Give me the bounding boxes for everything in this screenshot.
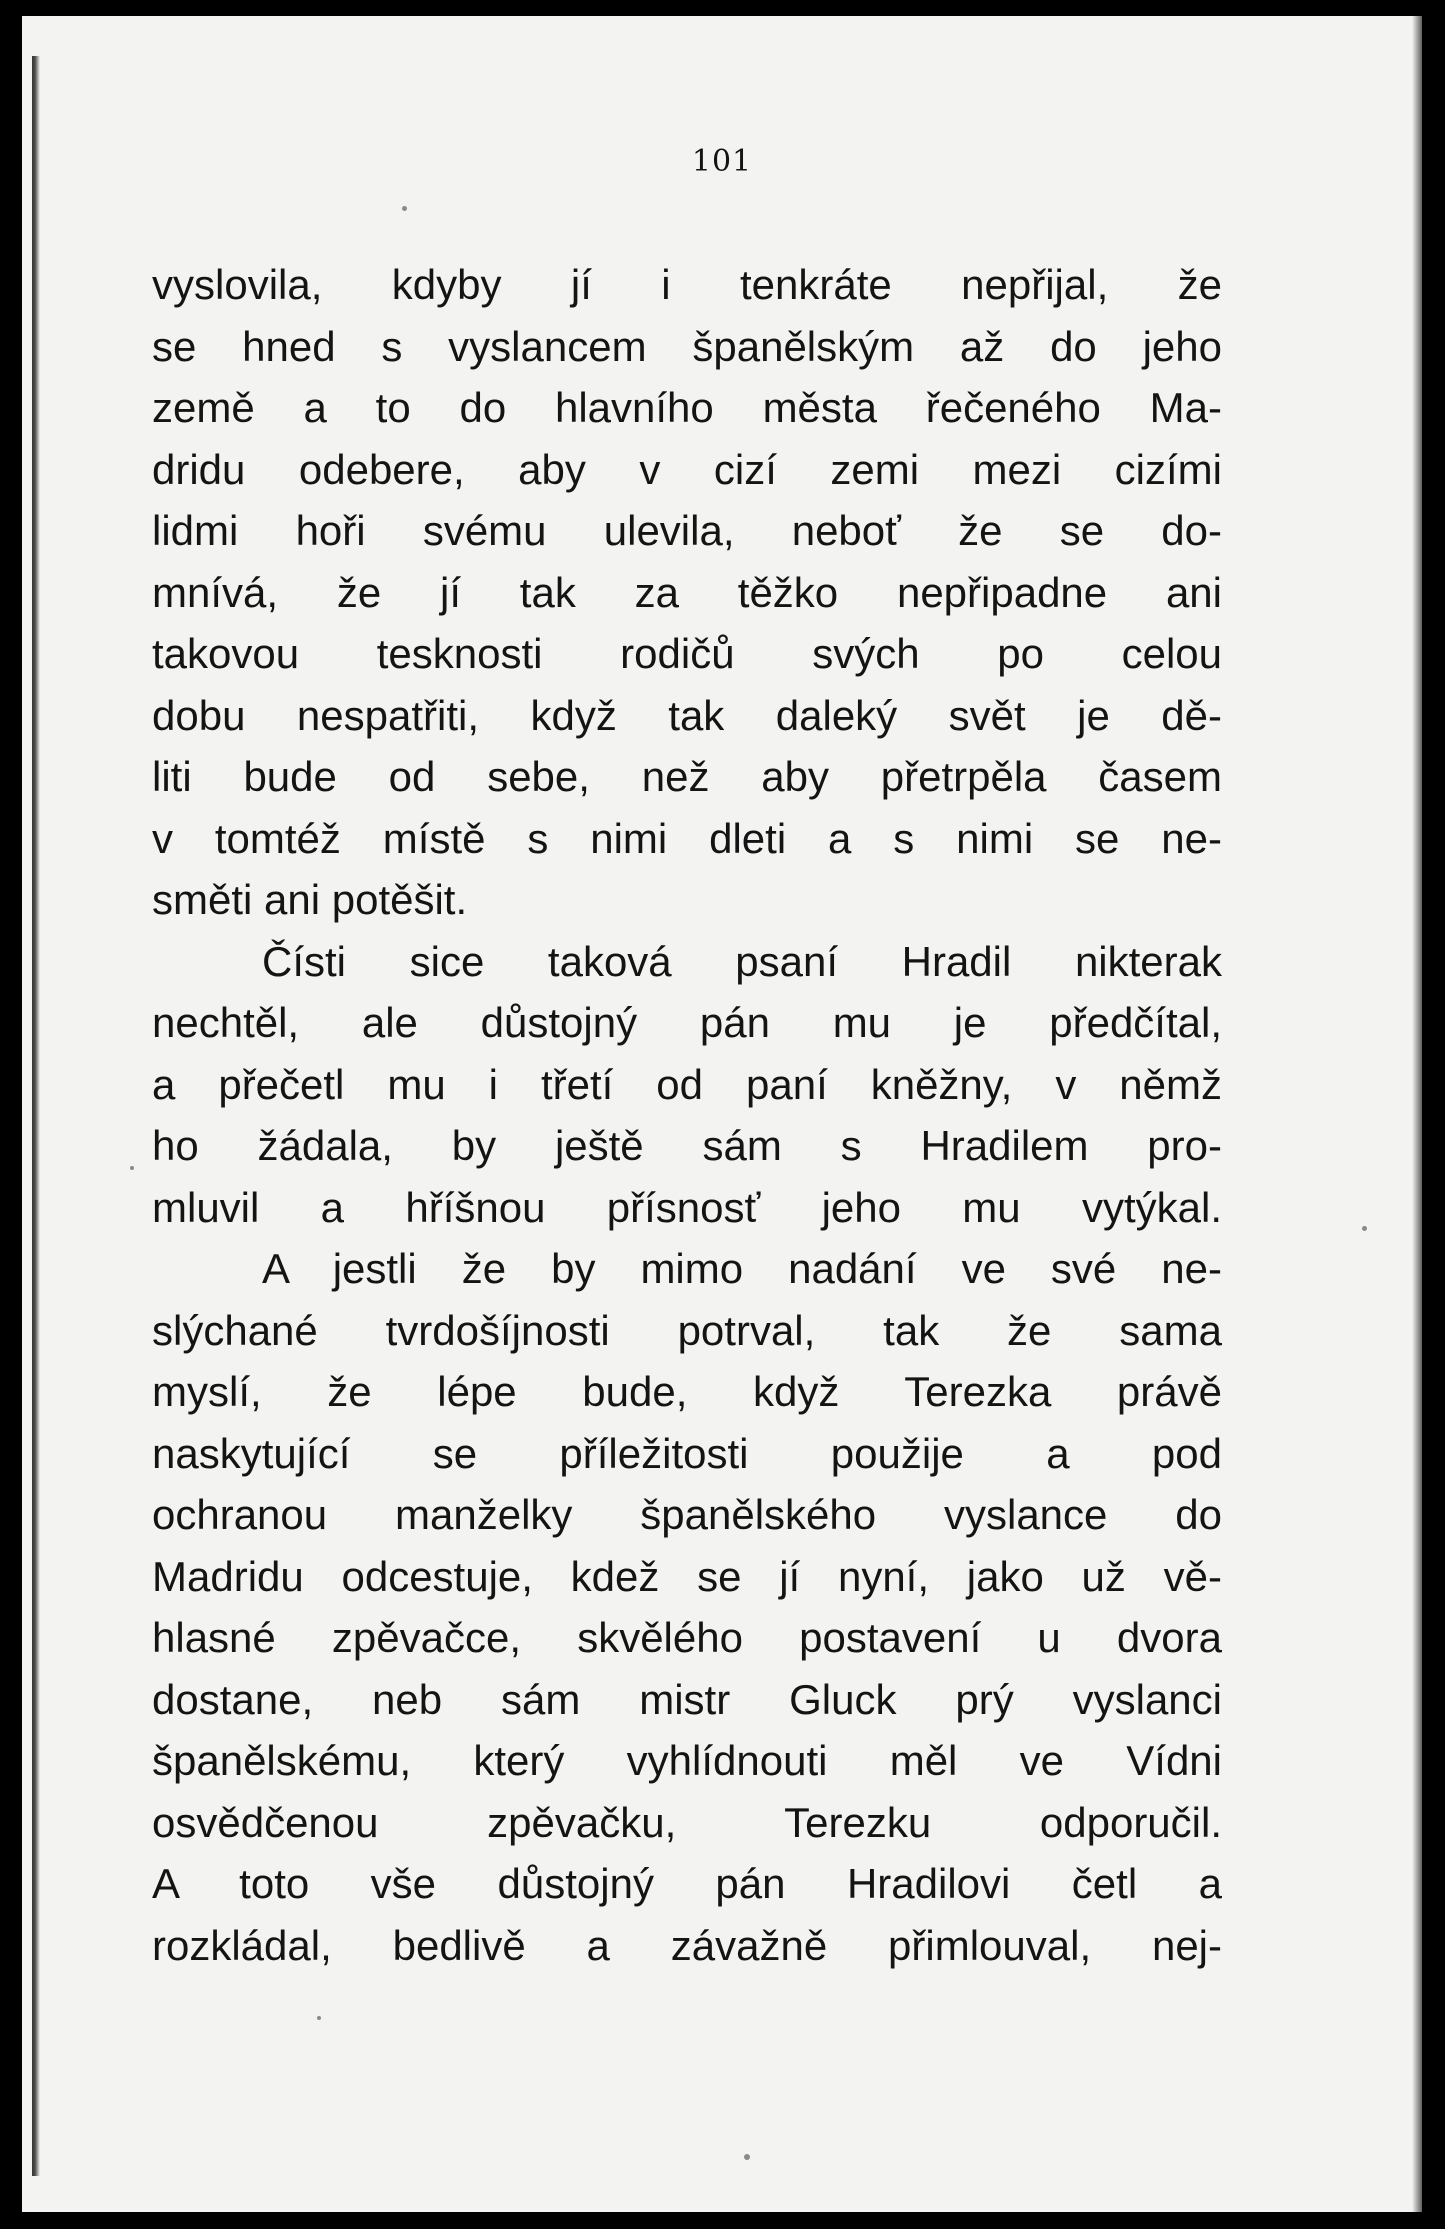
text-line: A toto vše důstojný pán Hradilovi četl a bbox=[152, 1860, 1222, 1907]
text-line: ho žádala, by ještě sám s Hradilem pro- bbox=[152, 1122, 1222, 1169]
text-line: dridu odebere, aby v cizí zemi mezi cizími bbox=[152, 445, 1222, 493]
text-line: slýchané tvrdošíjnosti potrval, tak že sama bbox=[152, 1306, 1222, 1354]
paper-speck bbox=[130, 1166, 134, 1170]
text-line: takovou tesknosti rodičů svých po celou bbox=[152, 630, 1222, 677]
paper-speck bbox=[402, 206, 407, 211]
text-line: se hned s vyslancem španělským až do jeho bbox=[152, 322, 1222, 370]
text-line: hlasné zpěvačce, skvělého postavení u dvora bbox=[152, 1614, 1222, 1661]
text-line: lidmi hoři svému ulevila, neboť že se do- bbox=[152, 507, 1222, 554]
body-text bbox=[152, 254, 1222, 1976]
text-line: A jestli že by mimo nadání ve své ne- bbox=[262, 1245, 1222, 1292]
text-line: naskytující se příležitosti použije a pod bbox=[152, 1429, 1222, 1477]
text-line: v tomtéž místě s nimi dleti a s nimi se ne- bbox=[152, 814, 1222, 862]
text-line: mnívá, že jí tak za těžko nepřipadne ani bbox=[152, 568, 1222, 616]
page-right-edge-shadow bbox=[1412, 16, 1422, 2212]
text-line: dobu nespatřiti, když tak daleký svět je dě- bbox=[152, 691, 1222, 739]
paragraph-2 bbox=[152, 931, 1222, 1239]
paragraph-1 bbox=[152, 254, 1222, 931]
text-line: Čísti sice taková psaní Hradil nikterak bbox=[262, 937, 1222, 985]
text-line: osvědčenou zpěvačku, Terezku odporučil. bbox=[152, 1798, 1222, 1846]
text-line: dostane, neb sám mistr Gluck prý vyslanci bbox=[152, 1675, 1222, 1723]
text-line: a přečetl mu i třetí od paní kněžny, v němž bbox=[152, 1060, 1222, 1108]
text-line: myslí, že lépe bude, když Terezka právě bbox=[152, 1368, 1222, 1415]
paper-speck bbox=[744, 2154, 750, 2160]
text-line: ochranou manželky španělského vyslance do bbox=[152, 1491, 1222, 1538]
text-line: španělskému, který vyhlídnouti měl ve Vídni bbox=[152, 1737, 1222, 1784]
paper-speck bbox=[317, 2016, 321, 2020]
text-line: rozkládal, bedlivě a závažně přimlouval, nej- bbox=[152, 1921, 1222, 1969]
page-number: 101 bbox=[691, 144, 753, 179]
text-line: země a to do hlavního města řečeného Ma- bbox=[152, 384, 1222, 431]
text-line: mluvil a hříšnou přísnosť jeho mu vytýkal. bbox=[152, 1183, 1222, 1231]
text-line: nechtěl, ale důstojný pán mu je předčítal, bbox=[152, 999, 1222, 1046]
book-page bbox=[22, 16, 1422, 2212]
text-line: Madridu odcestuje, kdež se jí nyní, jako už vě- bbox=[152, 1552, 1222, 1600]
text-line: liti bude od sebe, než aby přetrpěla časem bbox=[152, 753, 1222, 800]
paragraph-3 bbox=[152, 1238, 1222, 1976]
paper-speck bbox=[1362, 1226, 1367, 1231]
page-left-edge-shadow bbox=[32, 56, 40, 2176]
text-line: směti ani potěšit. bbox=[152, 876, 468, 923]
text-line: vyslovila, kdyby jí i tenkráte nepřijal, že bbox=[152, 261, 1222, 308]
